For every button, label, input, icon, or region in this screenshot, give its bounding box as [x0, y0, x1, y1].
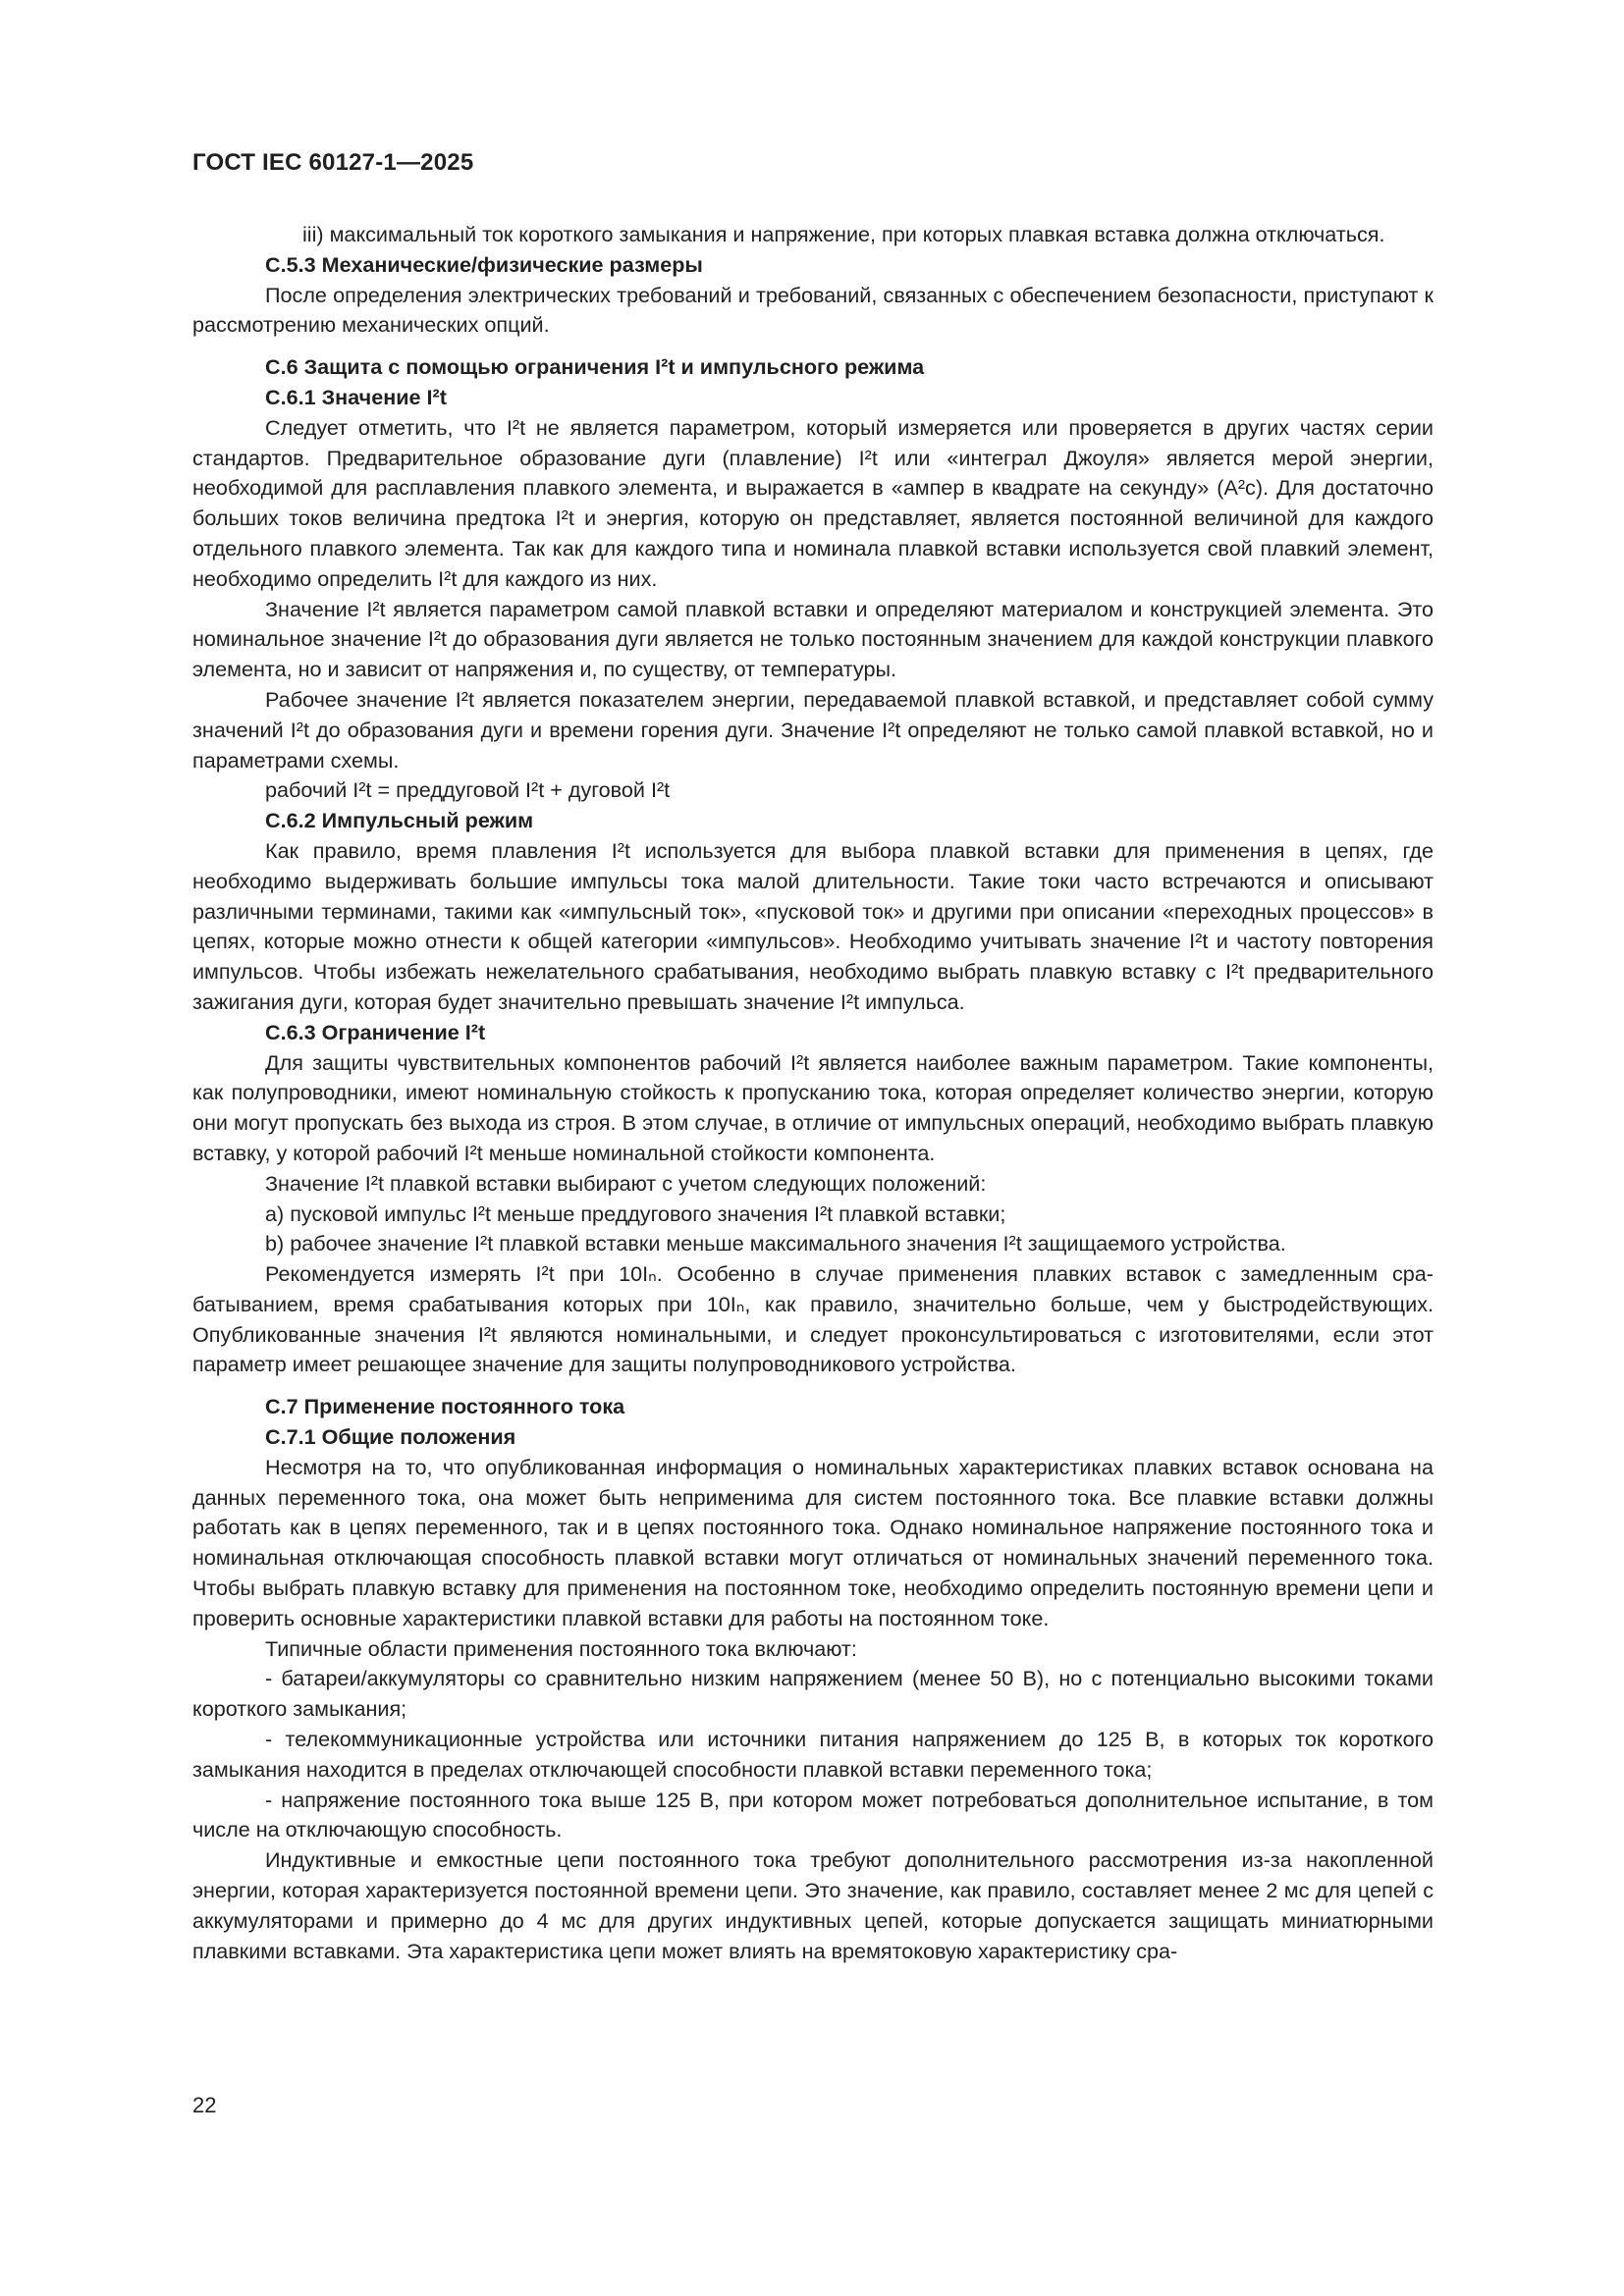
- document-header: ГОСТ IEC 60127-1—2025: [192, 149, 474, 176]
- section-heading-c62: С.6.2 Импульсный режим: [265, 808, 534, 833]
- page-body: [192, 220, 1434, 1966]
- section-heading-c53: С.5.3 Механические/физические размеры: [265, 251, 703, 277]
- paragraph: Рабочее значение I²t является показателем энергии, передаваемой плавкой вставкой, и представляет собой сумму значений I²t до образования дуги и времени горения дуги. Значение I²t определяют не только самой плавкой вставкой, но и параметрами схемы.: [192, 686, 1434, 773]
- formula-line: рабочий I²t = преддуговой I²t + дуговой I²t: [265, 777, 671, 803]
- section-heading-c71: С.7.1 Общие положения: [265, 1424, 516, 1450]
- paragraph: Следует отметить, что I²t не является параметром, который измеряется или проверяется в других частях серии стандартов. Предварительное образование дуги (плавление) I²t или «интеграл Джоуля» является мерой энергии, необходимой для расплавления плавкого элемента, и выражается в «ампер в квадрате на секунду» (A²с). Для достаточно больших токов величина предтока I²t и энергия, которую он представляет, является постоянной величиной для каждого отдельного плавкого элемента. Так как для каждого типа и номинала плавкой вставки используется свой плавкий элемент, необходимо определить I²t для каждого из них.: [192, 414, 1434, 591]
- list-item: - телекоммуникационные устройства или источники питания напряжением до 125 В, в которых ток короткого замыкания находится в пределах отключающей способности плавкой вставки переменного тока;: [192, 1727, 1434, 1782]
- paragraph: Индуктивные и емкостные цепи постоянного тока требуют дополнительного рассмотрения из-за накопленной энергии, которая характеризуется постоянной времени цепи. Это значение, как правило, составляет менее 2 мс для цепей с аккумуляторами и примерно до 4 мс для других индуктивных цепей, которые допускается защищать миниатюрными плавкими вставками. Эта характеристика цепи может влиять на времятоковую характеристику сра-: [192, 1847, 1434, 1963]
- paragraph: Для защиты чувствительных компонентов рабочий I²t является наиболее важным параметром. Такие компоненты, как полупроводники, имеют номинальную стойкость к пропусканию тока, которая определяет количество энергии, которую они могут пропускать без выхода из строя. В этом случае, в отличие от импульсных операций, необходимо выбрать плавкую вставку, у которой рабочий I²t меньше номинальной стойкости компонента.: [192, 1049, 1434, 1165]
- list-item: - напряжение постоянного тока выше 125 В, при котором может потребоваться дополнительное испытание, в том числе на отключающую способность.: [192, 1787, 1434, 1842]
- paragraph: Значение I²t плавкой вставки выбирают с учетом следующих положений:: [265, 1170, 987, 1196]
- section-heading-c63: С.6.3 Ограничение I²t: [265, 1019, 486, 1044]
- page-number: 22: [192, 2093, 217, 2117]
- section-heading-c6: С.6 Защита с помощью ограничения I²t и импульсного режима: [265, 354, 925, 380]
- paragraph: Как правило, время плавления I²t используется для выбора плавкой вставки для применения в цепях, где необходимо выдерживать большие импульсы тока малой длительности. Такие токи часто встречаются и описывают различными терминами, такими как «импульсный ток», «пусковой ток» и другими при описании «переходных процессов» в цепях, которые можно отнести к общей категории «импульсов». Необходимо учитывать значение I²t и частоту повторения импульсов. Чтобы избежать нежелательного срабатывания, необходимо выбрать плавкую вставку с I²t предварительного зажигания дуги, которая будет значительно превышать значение I²t импульса.: [192, 837, 1434, 1014]
- list-item-b: b) рабочее значение I²t плавкой вставки меньше максимального значения I²t защищаемого устройства.: [265, 1231, 1286, 1256]
- section-heading-c7: С.7 Применение постоянного тока: [265, 1394, 625, 1419]
- paragraph: Рекомендуется измерять I²t при 10Iₙ. Особенно в случае применения плавких вставок с замедленным срабатыванием, время срабатывания которых при 10Iₙ, как правило, значительно больше, чем у быстродействующих. Опубликованные значения I²t являются номинальными, и следует проконсультироваться с изготовителями, если этот параметр имеет решающее значение для защиты полупроводникового устройства.: [192, 1261, 1434, 1377]
- list-item: - батареи/аккумуляторы со сравнительно низким напряжением (менее 50 В), но с потенциально высокими токами короткого замыкания;: [192, 1666, 1434, 1722]
- paragraph: После определения электрических требований и требований, связанных с обеспечением безопасности, приступают к рассмотрению механических опций.: [192, 282, 1434, 338]
- paragraph: Типичные области применения постоянного тока включают:: [265, 1635, 857, 1661]
- paragraph: Значение I²t является параметром самой плавкой вставки и определяют материалом и конструкцией элемента. Это номинальное значение I²t до образования дуги является не только постоянным значением для каждой конструкции плавкого элемента, но и зависит от напряжения и, по существу, от температуры.: [192, 596, 1434, 682]
- list-item-a: a) пусковой импульс I²t меньше преддугового значения I²t плавкой вставки;: [265, 1201, 1006, 1226]
- section-heading-c61: С.6.1 Значение I²t: [265, 384, 447, 409]
- list-item-iii: iii) максимальный ток короткого замыкания и напряжение, при которых плавкая вставка должна отключаться.: [302, 222, 1385, 246]
- paragraph: Несмотря на то, что опубликованная информация о номинальных характеристиках плавких вставок основана на данных переменного тока, она может быть неприменима для систем постоянного тока. Все плавкие вставки должны работать как в цепях переменного, так и в цепях постоянного тока. Однако номинальное напряжение постоянного тока и номинальная отключающая способность плавкой вставки могут отличаться от номинальных значений переменного тока. Чтобы выбрать плавкую вставку для применения на постоянном токе, необходимо определить постоянную времени цепи и проверить основные характеристики плавкой вставки для работы на постоянном токе.: [192, 1454, 1434, 1630]
